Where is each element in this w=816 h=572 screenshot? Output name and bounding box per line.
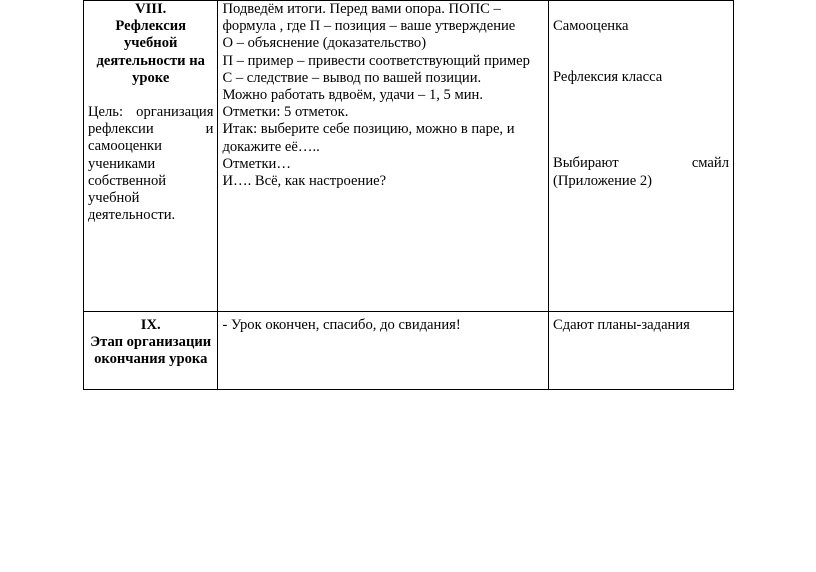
teacher-line: - Урок окончен, спасибо, до свидания! xyxy=(222,317,461,333)
lesson-plan-table xyxy=(83,0,734,390)
stage-cell xyxy=(84,1,218,312)
teacher-line: С – следствие – вывод по вашей позиции. xyxy=(222,69,482,86)
teacher-line: Отметки: 5 отметок. xyxy=(222,104,349,121)
stage-cell xyxy=(84,312,218,390)
goal-line: учебной xyxy=(88,190,140,207)
goal-line: собственной xyxy=(88,172,167,189)
teacher-line: формула , где П – позиция – ваше утверждение xyxy=(222,18,516,35)
goal-line: Цель: организация xyxy=(88,104,214,121)
student-item: Выбирают смайл xyxy=(552,155,729,172)
student-item: Сдают планы-задания xyxy=(552,317,690,333)
teacher-line: Подведём итоги. Перед вами опора. ПОПС – xyxy=(222,1,501,17)
teacher-line: докажите её….. xyxy=(222,138,320,155)
teacher-line: И…. Всё, как настроение? xyxy=(222,173,387,190)
goal-line: самооценки xyxy=(88,138,162,155)
teacher-line: Отметки… xyxy=(222,155,291,172)
teacher-line: Итак: выберите себе позицию, можно в паре, и xyxy=(222,121,515,138)
teacher-activity-cell xyxy=(218,1,549,312)
table-row xyxy=(84,1,734,312)
stage-title-line: окончания урока xyxy=(94,351,208,368)
student-item: Рефлексия класса xyxy=(552,69,663,86)
teacher-line: П – пример – привести соответствующий пример xyxy=(222,52,530,69)
goal-line: рефлексии и xyxy=(88,121,214,138)
teacher-line: Можно работать вдвоём, удачи – 1, 5 мин. xyxy=(222,87,483,104)
teacher-activity-cell xyxy=(218,312,549,390)
stage-title-line: Этап организации xyxy=(90,334,212,351)
student-item: Самооценка xyxy=(552,18,629,34)
stage-number: VIII. xyxy=(135,1,167,17)
teacher-line: О – объяснение (доказательство) xyxy=(222,35,427,52)
stage-number: IX. xyxy=(140,317,161,333)
table-row xyxy=(84,312,734,390)
goal-line: деятельности. xyxy=(88,207,176,224)
goal-line: учениками xyxy=(88,155,156,172)
student-activity-cell xyxy=(548,1,733,312)
student-activity-cell xyxy=(548,312,733,390)
stage-goal xyxy=(88,104,213,224)
student-item: (Приложение 2) xyxy=(552,172,652,189)
stage-title: Рефлексия учебной деятельности на уроке xyxy=(96,18,205,86)
